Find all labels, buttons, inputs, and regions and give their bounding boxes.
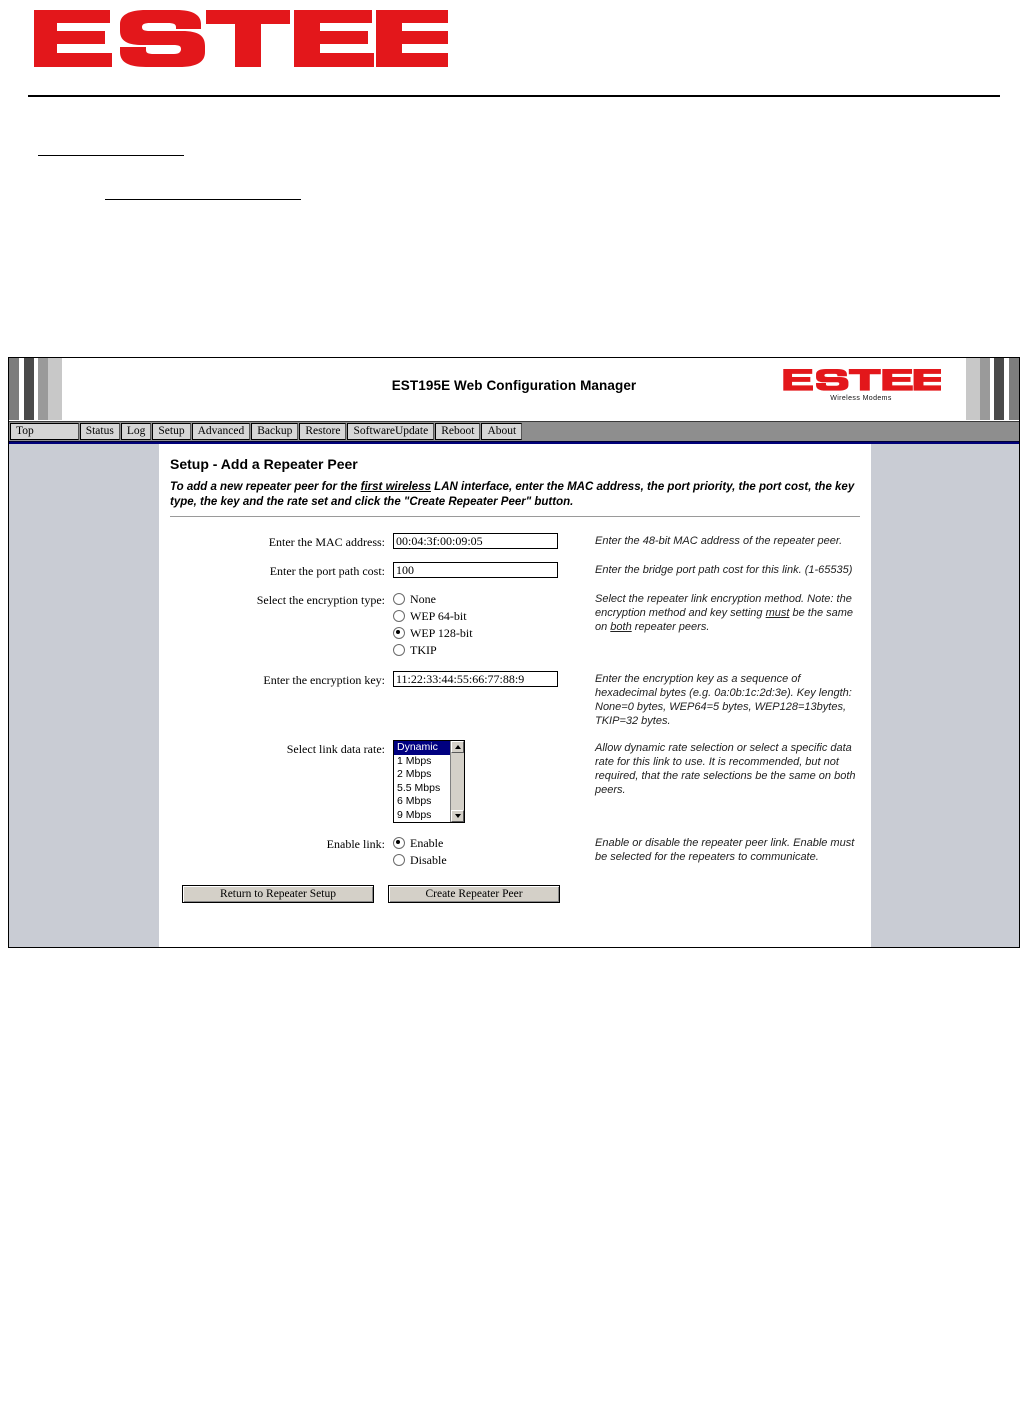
nav-item-about[interactable]: About — [481, 423, 522, 440]
radio-icon-tkip[interactable] — [393, 644, 405, 656]
rate-option-5-5mbps[interactable]: 5.5 Mbps — [397, 781, 441, 794]
enable-link-option-enable[interactable] — [393, 835, 571, 851]
right-side-panel — [870, 444, 1019, 948]
encryption-option-none-label: None — [410, 591, 436, 606]
enable-link-option-disable-label: Disable — [410, 852, 447, 867]
nav-item-log[interactable]: Log — [121, 423, 152, 440]
nav-item-restore[interactable]: Restore — [299, 423, 346, 440]
encryption-option-tkip[interactable] — [393, 642, 571, 658]
encryption-help-must: must — [765, 607, 790, 619]
nav-item-setup[interactable]: Setup — [152, 423, 190, 440]
header-divider — [28, 95, 1000, 97]
encryption-help-post: repeater peers. — [631, 621, 710, 633]
encryption-type-label: Select the encryption type: — [256, 593, 385, 607]
scroll-down-arrow-icon[interactable] — [451, 810, 464, 822]
enable-link-help: Enable or disable the repeater peer link. Enable must be selected for the repeaters to communicate. — [595, 837, 855, 863]
radio-icon-enable[interactable] — [393, 837, 405, 849]
nav-item-top[interactable]: Top — [10, 423, 79, 440]
intro-text-post: LAN interface, enter the MAC address, the port priority, the port cost, the key type, the key and the rate set and click the "Create Repeater Peer" button. — [170, 481, 855, 508]
port-path-cost-label: Enter the port path cost: — [269, 564, 385, 578]
main-navigation — [9, 421, 1019, 442]
radio-icon-disable[interactable] — [393, 854, 405, 866]
encryption-option-wep128-label: WEP 128-bit — [410, 625, 473, 640]
app-titlebar — [9, 358, 1019, 421]
encryption-key-help: Enter the encryption key as a sequence of hexadecimal bytes (e.g. 0a:0b:1c:2d:3e). Key length: None=0 bytes, WEP64=5 bytes, WEP128=13bytes, TKIP=32 bytes. — [595, 673, 852, 727]
mac-address-field-wrap — [393, 533, 571, 549]
port-path-cost-field-wrap — [393, 562, 571, 578]
nav-item-reboot[interactable]: Reboot — [435, 423, 480, 440]
rate-option-dynamic[interactable]: Dynamic — [394, 741, 464, 755]
encryption-option-none[interactable] — [393, 591, 571, 607]
app-title: EST195E Web Configuration Manager — [391, 378, 637, 393]
page-body — [9, 442, 1019, 948]
mac-address-label: Enter the MAC address: — [268, 535, 385, 549]
rate-option-6mbps[interactable]: 6 Mbps — [397, 795, 432, 807]
encryption-option-tkip-label: TKIP — [410, 642, 437, 657]
rate-option-1mbps[interactable]: 1 Mbps — [397, 754, 432, 767]
mac-address-input[interactable] — [393, 533, 558, 549]
main-content — [160, 444, 870, 948]
document-header — [0, 0, 1028, 100]
rate-option-9mbps[interactable]: 9 Mbps — [397, 808, 432, 821]
radio-icon-wep128[interactable] — [393, 627, 405, 639]
link-data-rate-field-wrap — [393, 740, 571, 823]
port-path-cost-input[interactable] — [393, 562, 558, 578]
encryption-help-pre: Select the repeater link encryption method. Note: the encryption method and key setting — [595, 593, 852, 619]
encryption-type-help — [579, 591, 860, 634]
intro-text-pre: To add a new repeater peer for the — [170, 481, 361, 493]
encryption-help-both: both — [610, 621, 632, 633]
link-data-rate-help: Allow dynamic rate selection or select a specific data rate for this link to use. It is recommended, but not required, that the rate selections be the same on both peers. — [595, 742, 856, 796]
brand-tagline: Wireless Modems — [830, 395, 892, 402]
encryption-help-mid: be the same on — [595, 607, 854, 633]
web-config-screenshot — [8, 357, 1020, 948]
encryption-option-wep64[interactable] — [393, 608, 571, 624]
encryption-option-wep64-label: WEP 64-bit — [410, 608, 467, 623]
page-intro — [170, 480, 860, 510]
encryption-type-options — [393, 591, 571, 659]
encryption-key-label: Enter the encryption key: — [263, 673, 385, 687]
create-repeater-peer-button[interactable]: Create Repeater Peer — [388, 885, 560, 903]
nav-item-advanced[interactable]: Advanced — [192, 423, 251, 440]
listbox-scrollbar[interactable] — [450, 741, 464, 822]
port-path-cost-help: Enter the bridge port path cost for this link. (1-65535) — [595, 564, 853, 576]
radio-icon-wep64[interactable] — [393, 610, 405, 622]
return-to-repeater-setup-button[interactable]: Return to Repeater Setup — [182, 885, 374, 903]
scroll-up-arrow-icon[interactable] — [451, 741, 464, 753]
enable-link-option-disable[interactable] — [393, 852, 571, 868]
encryption-key-field-wrap — [393, 671, 571, 687]
enable-link-option-enable-label: Enable — [410, 835, 444, 850]
esteem-logo — [28, 6, 448, 72]
link-data-rate-label: Select link data rate: — [286, 742, 385, 756]
form-buttons — [182, 885, 860, 903]
intro-text-underlined: first wireless — [360, 481, 431, 493]
intro-divider — [170, 516, 860, 517]
left-side-panel — [9, 444, 160, 948]
repeater-peer-form — [170, 533, 860, 869]
radio-icon-none[interactable] — [393, 593, 405, 605]
enable-link-options — [393, 835, 571, 869]
nav-item-softwareupdate[interactable]: SoftwareUpdate — [347, 423, 434, 440]
link-data-rate-listbox[interactable] — [393, 740, 465, 823]
encryption-key-input[interactable] — [393, 671, 558, 687]
mac-address-help: Enter the 48-bit MAC address of the repeater peer. — [595, 535, 843, 547]
encryption-option-wep128[interactable] — [393, 625, 571, 641]
nav-tail-spacer — [522, 422, 1019, 441]
enable-link-label: Enable link: — [326, 837, 385, 851]
rate-option-2mbps[interactable]: 2 Mbps — [397, 768, 432, 780]
section-heading-rule-1 — [38, 155, 184, 156]
nav-item-backup[interactable]: Backup — [251, 423, 298, 440]
page-title: Setup - Add a Repeater Peer — [170, 456, 358, 472]
section-heading-rule-2 — [105, 199, 301, 200]
nav-item-status[interactable]: Status — [80, 423, 120, 440]
esteem-brand-logo — [781, 366, 941, 402]
